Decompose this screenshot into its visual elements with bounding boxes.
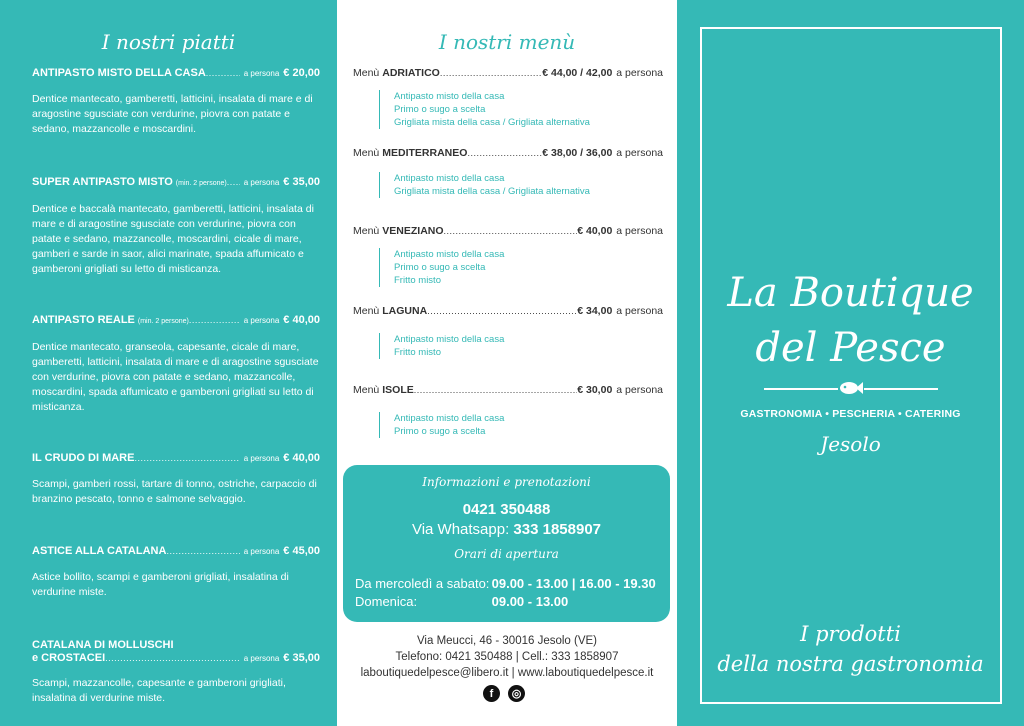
menu-price: € 30,00 [577, 384, 613, 396]
menu-courses [379, 333, 663, 359]
whatsapp-label: Via Whatsapp: [411, 521, 510, 538]
dot-leader [467, 147, 542, 160]
dish-name-line1: CATALANA DI MOLLUSCHI [32, 639, 174, 651]
hours-label: Domenica: [355, 594, 418, 609]
dot-leader [414, 384, 577, 397]
menu-price: € 40,00 [577, 225, 613, 237]
contact-block [337, 633, 677, 681]
dish-note: (min. 2 persone) [175, 180, 227, 187]
dish-description: Scampi, mazzancolle, capesante e gamberoni grigliati, insalatina di verdurine miste. [32, 677, 286, 704]
dish-description: Dentice e baccalà mantecato, gamberetti, latticini, insalata di mare e di aragostine sgusciate con verdurine, piovra con patate e sedano, mazzancolle, moscardini, cicale di mare, gamberi e sarde in saor, alici marinate, spada affumicato e gamberoni grigliati su letto di misticanza. [32, 203, 314, 275]
dishes-title: I nostri piatti [101, 30, 236, 54]
instagram-icon[interactable]: ◎ [508, 685, 525, 702]
whatsapp-number[interactable]: 333 1858907 [513, 521, 602, 538]
dish-description: Astice bollito, scampi e gamberoni grigliati, insalatina di verdurine miste. [32, 571, 289, 598]
menu-course: Antipasto misto della casa [394, 334, 505, 345]
dot-leader [206, 67, 240, 80]
menu-prefix: Menù [353, 67, 380, 79]
dot-leader [444, 225, 578, 238]
dish-name: ANTIPASTO MISTO DELLA CASA [32, 67, 206, 79]
email-web-line[interactable]: laboutiquedelpesce@libero.it | www.laboutiquedelpesce.it [360, 667, 654, 679]
fish-icon [838, 378, 864, 398]
dish-unit: a persona [243, 178, 280, 187]
hours-value: 09.00 - 13.00 | 16.00 - 19.30 [491, 576, 656, 591]
menu-name: ADRIATICO [382, 67, 440, 79]
dish-name: e CROSTACEI [32, 652, 106, 664]
menu-courses [379, 248, 663, 287]
menu-courses [379, 90, 663, 129]
menu-course: Fritto misto [394, 275, 441, 286]
dish-name: ASTICE ALLA CATALANA [32, 545, 167, 557]
dish-item [32, 176, 320, 277]
dish-price: € 40,00 [283, 314, 320, 326]
menu-prefix: Menù [353, 305, 380, 317]
dish-item [32, 452, 320, 507]
address: Via Meucci, 46 - 30016 Jesolo (VE) [416, 635, 598, 647]
dish-unit: a persona [243, 547, 280, 556]
dish-description: Dentice mantecato, gamberetti, latticini, insalata di mare e di aragostine sgusciate con verdurine, piovra con patate e sedano, mazzancolle e moscardini. [32, 93, 313, 135]
menu-name: MEDITERRANEO [382, 147, 468, 159]
menu-unit: a persona [616, 305, 663, 317]
menu-item [353, 384, 663, 438]
menu-course: Primo o sugo a scelta [394, 104, 486, 115]
menu-course: Grigliata mista della casa / Grigliata alternativa [394, 186, 590, 197]
dish-description: Scampi, gamberi rossi, tartare di tonno, ostriche, carpaccio di branzino pescato, tonno e salmone selvaggio. [32, 478, 317, 505]
menu-unit: a persona [616, 147, 663, 159]
dish-name: SUPER ANTIPASTO MISTO [32, 176, 173, 188]
menu-prefix: Menù [353, 147, 380, 159]
menu-unit: a persona [616, 67, 663, 79]
whatsapp-line [343, 521, 670, 538]
city-name: Jesolo [820, 432, 881, 456]
dish-unit: a persona [243, 454, 280, 463]
menu-course: Antipasto misto della casa [394, 249, 505, 260]
menu-name: VENEZIANO [382, 225, 444, 237]
phone-number[interactable]: 0421 350488 [462, 501, 551, 518]
dish-item [32, 545, 320, 600]
info-box [343, 465, 670, 622]
menu-item [353, 225, 663, 287]
social-icons [483, 685, 525, 702]
brand-name-line1: La Boutique [727, 270, 974, 316]
phone-line: Telefono: 0421 350488 | Cell.: 333 1858907 [395, 651, 619, 663]
menu-course: Primo o sugo a scelta [394, 426, 486, 437]
menu-item [353, 67, 663, 129]
dot-leader [134, 452, 239, 465]
menu-price: € 44,00 / 42,00 [542, 67, 613, 79]
menu-courses [379, 172, 663, 198]
menu-course: Antipasto misto della casa [394, 173, 505, 184]
hours-row-sunday [355, 594, 568, 609]
menu-prefix: Menù [353, 384, 380, 396]
dot-leader [105, 652, 240, 665]
dish-unit: a persona [243, 69, 280, 78]
dish-item [32, 639, 320, 706]
dish-name: IL CRUDO DI MARE [32, 452, 135, 464]
dish-price: € 40,00 [283, 452, 320, 464]
dish-note: (min. 2 persone) [137, 318, 189, 325]
menu-name: LAGUNA [382, 305, 428, 317]
dish-item [32, 314, 320, 415]
dish-name: ANTIPASTO REALE [32, 314, 135, 326]
menu-course: Antipasto misto della casa [394, 413, 505, 424]
menus-title: I nostri menù [438, 30, 576, 54]
facebook-icon[interactable]: f [483, 685, 500, 702]
dish-price: € 35,00 [283, 176, 320, 188]
menu-item [353, 305, 663, 359]
menu-price: € 34,00 [577, 305, 613, 317]
dot-leader [440, 67, 542, 80]
hours-value: 09.00 - 13.00 [491, 594, 569, 609]
products-line2: della nostra gastronomia [717, 652, 984, 676]
dot-leader [427, 305, 577, 318]
menu-course: Grigliata mista della casa / Grigliata alternativa [394, 117, 590, 128]
menu-prefix: Menù [353, 225, 380, 237]
hours-label: Da mercoledì a sabato: [355, 576, 490, 591]
menu-course: Antipasto misto della casa [394, 91, 505, 102]
dot-leader [227, 176, 240, 189]
dishes-panel [0, 0, 337, 726]
dish-description: Dentice mantecato, granseola, capesante, cicale di mare, gamberetti, latticini, insalata di mare e di aragostine sgusciate con verdurine, piovra con patate e sedano, mazzancolle, moscardini, spada affumicato e gamberoni grigliati su letto di misticanza. [32, 341, 319, 413]
dot-leader [166, 545, 239, 558]
menu-name: ISOLE [382, 384, 414, 396]
dot-leader [189, 314, 240, 327]
dish-item [32, 67, 320, 137]
brand-name-line2: del Pesce [755, 325, 946, 371]
menu-course: Primo o sugo a scelta [394, 262, 486, 273]
info-title: Informazioni e prenotazioni [422, 475, 591, 489]
hours-title: Orari di apertura [454, 547, 559, 561]
menu-price: € 38,00 / 36,00 [542, 147, 613, 159]
products-line1: I prodotti [800, 622, 901, 646]
menu-unit: a persona [616, 225, 663, 237]
hours-row-weekday [355, 576, 656, 591]
menu-unit: a persona [616, 384, 663, 396]
menu-item [353, 147, 663, 198]
dish-price: € 20,00 [283, 67, 320, 79]
menu-courses [379, 412, 663, 438]
dish-unit: a persona [243, 316, 280, 325]
dish-unit: a persona [243, 654, 280, 663]
dish-price: € 35,00 [283, 652, 320, 664]
menu-course: Fritto misto [394, 347, 441, 358]
tagline: GASTRONOMIA • PESCHERIA • CATERING [740, 408, 961, 420]
dish-price: € 45,00 [283, 545, 320, 557]
